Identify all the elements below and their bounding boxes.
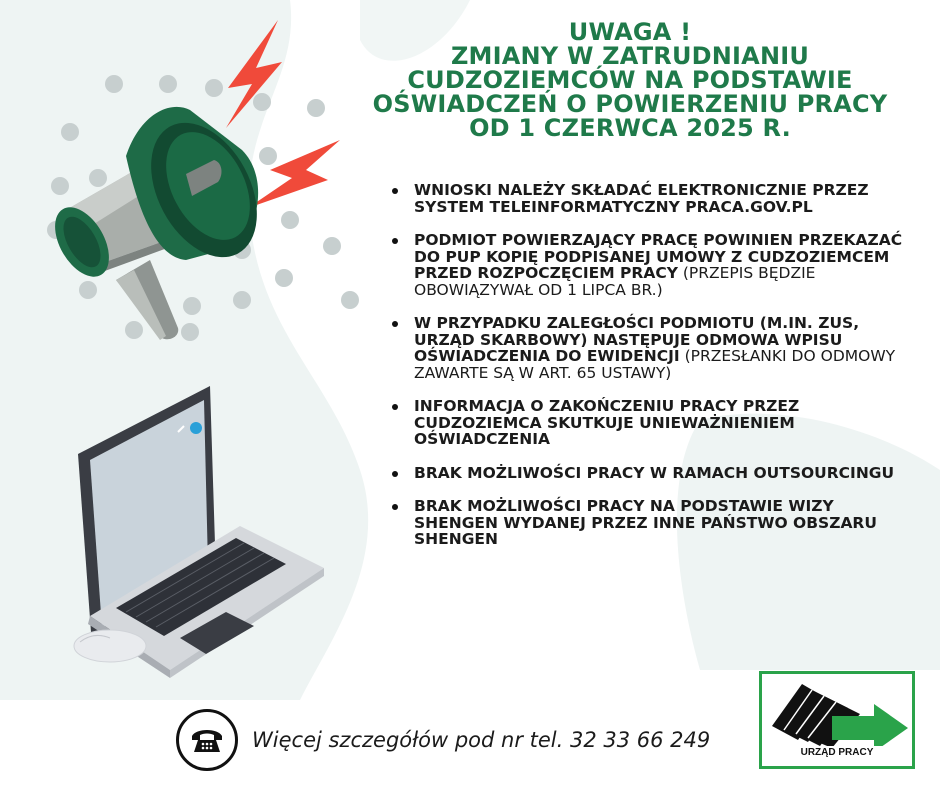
list-item-normal: (PRZESŁANKI DO ODMOWY ZAWARTE SĄ W ART. 65 USTAWY) [414,347,896,382]
megaphone-icon [30,10,370,370]
list-item [392,315,912,381]
arrow-icon [762,676,912,746]
logo-text: URZĄD PRACY [800,747,874,758]
list-item [392,182,912,215]
list-item [392,398,912,448]
list-item-bold: WNIOSKI NALEŻY SKŁADAĆ ELEKTRONICZNIE PRZEZ SYSTEM TELEINFORMATYCZNY PRACA.GOV.PL [414,181,869,216]
urzad-pracy-logo [759,671,915,769]
headline-line: OŚWIADCZEŃ O POWIERZENIU PRACY [372,90,888,118]
contact-text: Więcej szczegółów pod nr tel. 32 33 66 249 [252,728,711,752]
headline-line: CUDZOZIEMCÓW NA PODSTAWIE [407,66,853,94]
contact-line [176,708,710,772]
list-item [392,232,912,298]
list-item-bold: BRAK MOŻLIWOŚCI PRACY W RAMACH OUTSOURCINGU [414,463,895,482]
list-item-normal: (PRZEPIS BĘDZIE OBOWIĄZYWAŁ OD 1 LIPCA BR.) [414,264,816,299]
headline [350,20,910,140]
telephone-icon [176,709,238,771]
list-item-bold: PODMIOT POWIERZAJĄCY PRACĘ POWINIEN PRZEKAZAĆ DO PUP KOPIĘ PODPISANEJ UMOWY Z CUDZOZIEMCEM PRZED ROZPOCZĘCIEM PRACY [414,231,903,282]
headline-line: UWAGA ! [568,18,692,46]
headline-line: ZMIANY W ZATRUDNIANIU [450,42,810,70]
info-list [392,182,912,565]
list-item-bold: INFORMACJA O ZAKOŃCZENIU PRACY PRZEZ CUDZOZIEMCA SKUTKUJE UNIEWAŻNIENIEM OŚWIADCZENIA [414,397,800,448]
headline-line: OD 1 CZERWCA 2025 R. [469,114,791,142]
list-item-bold: W PRZYPADKU ZALEGŁOŚCI PODMIOTU (M.IN. ZUS, URZĄD SKARBOWY) NASTĘPUJE ODMOWA WPISU OŚWIADCZENIA DO EWIDENCJI [414,314,860,365]
list-item [392,465,912,482]
mouse-icon [70,620,150,670]
list-item [392,498,912,548]
list-item-bold: BRAK MOŻLIWOŚCI PRACY NA PODSTAWIE WIZY SHENGEN WYDANEJ PRZEZ INNE PAŃSTWO OBSZARU SHENGEN [414,497,877,548]
